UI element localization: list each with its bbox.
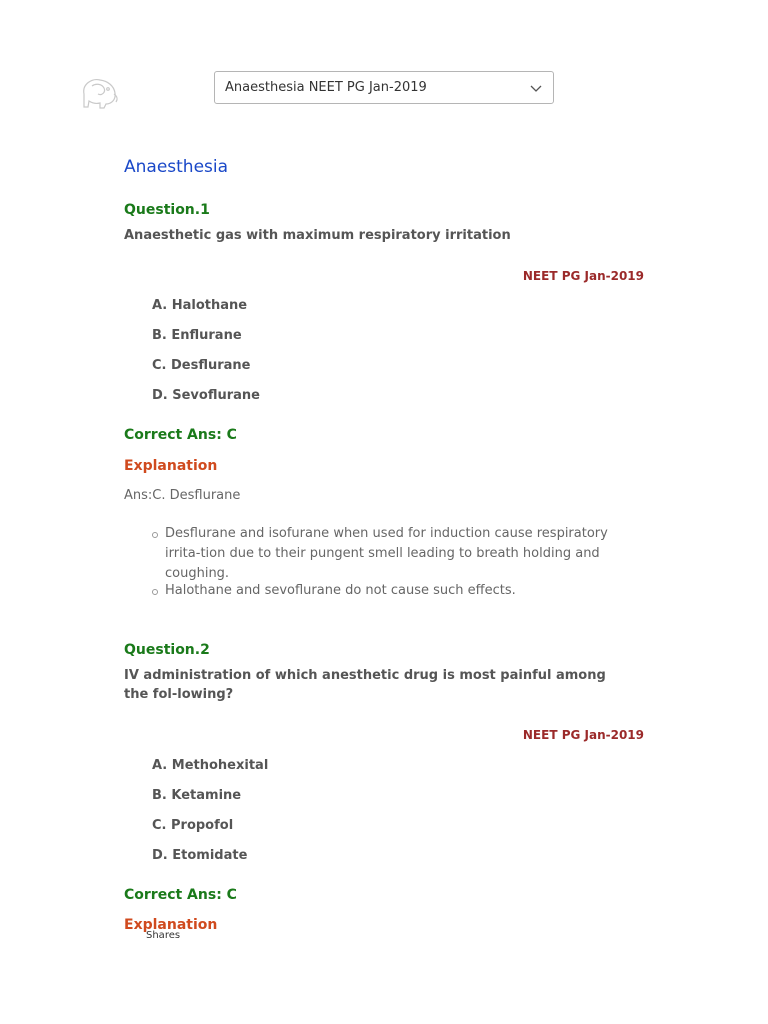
explanation-heading: Explanation [124, 458, 218, 474]
explanation-bullet: Desflurane and isofurane when used for induction cause respiratory irrita-tion due to their pungent smell leading to breath holding and coughing. [152, 524, 642, 584]
elephant-logo-icon[interactable] [78, 74, 120, 110]
question-text: Anaesthetic gas with maximum respiratory irritation [124, 228, 511, 243]
section-title: Anaesthesia [124, 157, 229, 177]
option-b[interactable]: B. Ketamine [152, 788, 242, 803]
chapter-select[interactable] [214, 71, 554, 104]
option-a[interactable]: A. Methohexital [152, 758, 269, 773]
option-c[interactable]: C. Desflurane [152, 358, 251, 373]
question-label: Question.1 [124, 202, 210, 218]
correct-answer: Correct Ans: C [124, 887, 237, 903]
option-b[interactable]: B. Enflurane [152, 328, 242, 343]
chapter-select-value: Anaesthesia NEET PG Jan-2019 [225, 80, 427, 95]
correct-answer: Correct Ans: C [124, 427, 237, 443]
shares-label: Shares [146, 930, 181, 941]
explanation-heading: Explanation [124, 917, 218, 933]
question-source: NEET PG Jan-2019 [522, 269, 644, 283]
question-label: Question.2 [124, 642, 210, 658]
option-d[interactable]: D. Etomidate [152, 848, 248, 863]
option-a[interactable]: A. Halothane [152, 298, 248, 313]
option-d[interactable]: D. Sevoflurane [152, 388, 260, 403]
chevron-down-icon [529, 81, 543, 95]
question-source: NEET PG Jan-2019 [522, 728, 644, 742]
option-c[interactable]: C. Propofol [152, 818, 234, 833]
answer-line: Ans:C. Desflurane [124, 488, 241, 503]
question-text: IV administration of which anesthetic drug is most painful among the fol-lowing? [124, 668, 606, 702]
explanation-bullet: Halothane and sevoflurane do not cause such effects. [152, 581, 642, 601]
